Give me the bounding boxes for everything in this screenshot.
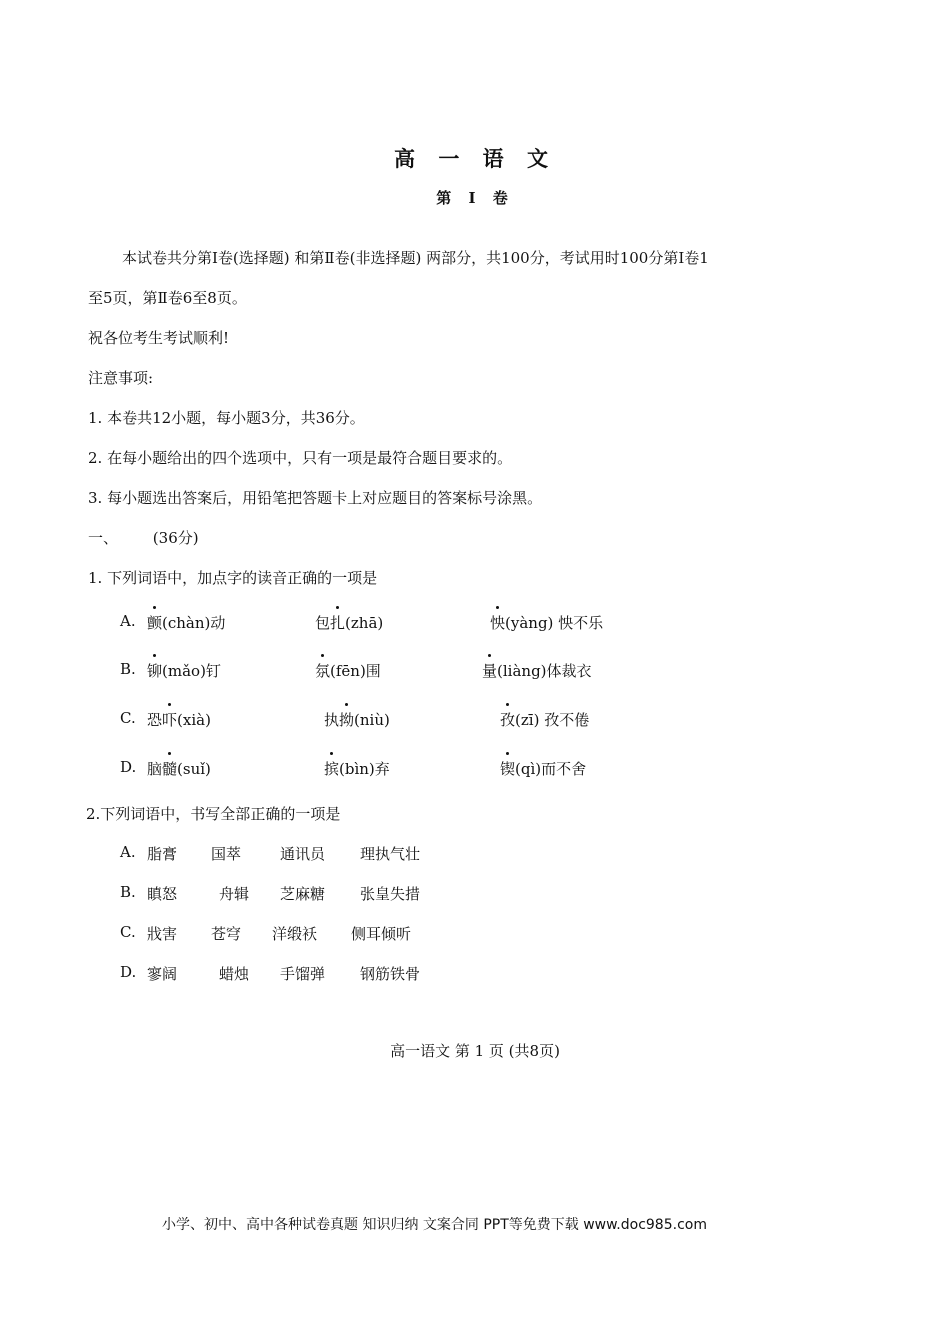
section-score: (36分) [152, 529, 199, 547]
q2-option-label: B. [120, 883, 136, 901]
q1-word: 脑髓(suǐ) [147, 760, 211, 778]
q2-option-label: D. [120, 963, 137, 981]
q2-word: 舟辑 [219, 885, 250, 903]
q1-word: 颤(chàn)动 [147, 614, 226, 632]
section-label: 一、 [88, 529, 119, 547]
page-footer: 高一语文 第 1 页 (共8页) [390, 1042, 560, 1060]
q2-word: 脂膏 [147, 845, 178, 863]
q1-word: 恐吓(xià) [147, 711, 211, 729]
q1-word: 包扎(zhā) [315, 614, 384, 632]
intro-line-2: 至5页，第Ⅱ卷6至8页。 [88, 289, 247, 307]
q2-word: 苍穹 [211, 925, 242, 943]
q1-word: 铆(mǎo)钉 [147, 662, 221, 680]
notice-title: 注意事项: [88, 369, 154, 387]
notice-item: 1. 本卷共12小题，每小题3分，共36分。 [88, 409, 365, 427]
intro-line-1: 本试卷共分第Ⅰ卷(选择题) 和第Ⅱ卷(非选择题) 两部分，共100分，考试用时100分第Ⅰ卷1 [122, 249, 709, 267]
q1-word: 量(liàng)体裁衣 [482, 662, 592, 680]
section-heading [88, 527, 199, 548]
question-1-stem: 1. 下列词语中，加点字的读音正确的一项是 [88, 569, 378, 587]
q1-option-label: A. [120, 612, 136, 630]
q2-word: 戕害 [147, 925, 178, 943]
q2-word: 理执气壮 [360, 845, 421, 863]
q1-word: 摈(bìn)弃 [324, 760, 390, 778]
q2-word: 寥阔 [147, 965, 178, 983]
q2-word: 侧耳倾听 [351, 925, 412, 943]
q2-word: 瞋怒 [147, 885, 178, 903]
q1-word: 孜(zī) 孜不倦 [500, 711, 590, 729]
q2-word: 蜡烛 [219, 965, 250, 983]
section-subtitle: 第 Ⅰ 卷 [436, 189, 514, 207]
q1-option-label: D. [120, 758, 137, 776]
q1-word: 执拗(niù) [324, 711, 390, 729]
wish-text: 祝各位考生考试顺利! [88, 329, 230, 347]
page-title: 高 一 语 文 [394, 146, 556, 171]
q1-option-label: B. [120, 660, 136, 678]
question-2-stem: 2.下列词语中，书写全部正确的一项是 [86, 805, 341, 823]
q2-word: 张皇失措 [360, 885, 421, 903]
notice-item: 2. 在每小题给出的四个选项中，只有一项是最符合题目要求的。 [88, 449, 513, 467]
q2-word: 手馏弹 [280, 965, 326, 983]
notice-item: 3. 每小题选出答案后，用铅笔把答题卡上对应题目的答案标号涂黑。 [88, 489, 543, 507]
q1-word: 怏(yàng) 怏不乐 [490, 614, 604, 632]
q2-word: 通讯员 [280, 845, 326, 863]
q2-option-label: A. [120, 843, 136, 861]
q2-word: 钢筋铁骨 [360, 965, 421, 983]
q1-word: 锲(qì)而不舍 [500, 760, 587, 778]
q1-word: 氛(fēn)围 [315, 662, 381, 680]
bottom-banner: 小学、初中、高中各种试卷真题 知识归纳 文案合同 PPT等免费下载 www.doc985.com [162, 1217, 707, 1233]
q2-option-label: C. [120, 923, 136, 941]
q2-word: 洋缎袄 [272, 925, 318, 943]
q1-option-label: C. [120, 709, 136, 727]
q2-word: 芝麻糖 [280, 885, 326, 903]
q2-word: 国萃 [211, 845, 242, 863]
